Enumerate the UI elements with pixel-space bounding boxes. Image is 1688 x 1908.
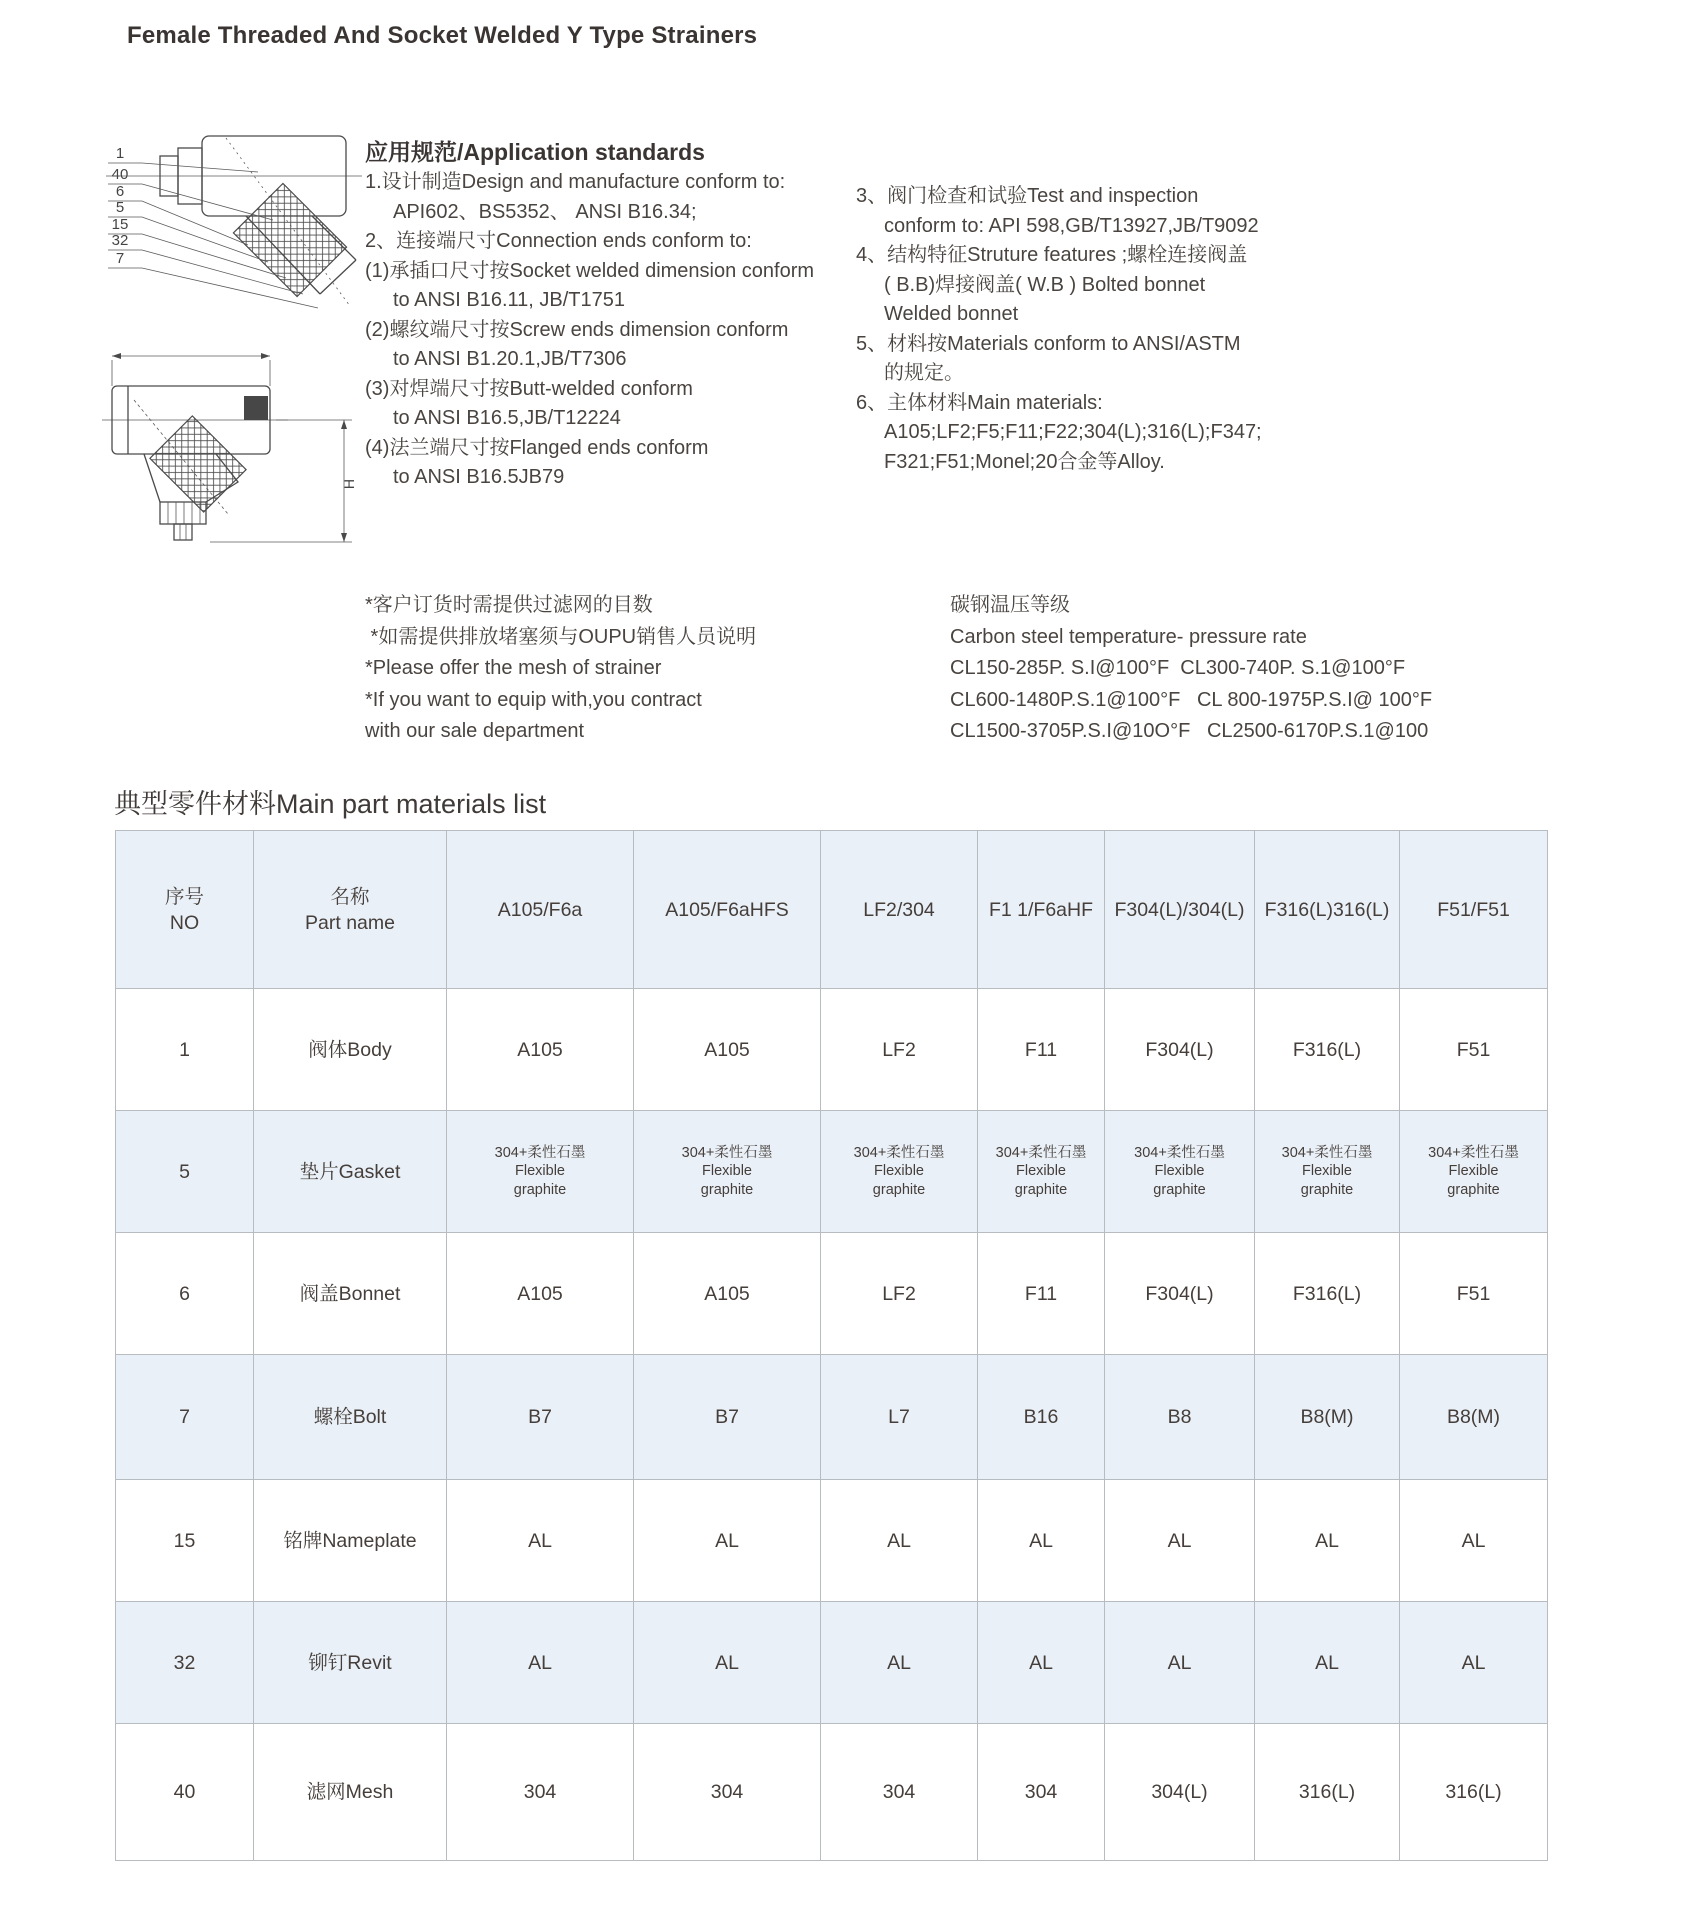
- cell-line: graphite: [1153, 1181, 1206, 1198]
- cell-part-no: [116, 1602, 254, 1724]
- cell-line: 32: [173, 1651, 196, 1674]
- standards-line: to ANSI B16.11, JB/T1751: [393, 289, 625, 311]
- cell-line: 垫片Gasket: [299, 1160, 401, 1183]
- standards-line: 4、结构特征Struture features ;螺栓连接阀盖: [856, 244, 1248, 266]
- cell-part-no: [116, 1233, 254, 1355]
- cell-line: AL: [1029, 1529, 1053, 1552]
- cell-line: 304+柔性石墨: [681, 1144, 773, 1161]
- cell-line: 316(L): [1298, 1781, 1356, 1803]
- cell-material: [1105, 989, 1255, 1111]
- cell-line: AL: [1315, 1529, 1339, 1552]
- standards-line: to ANSI B16.5,JB/T12224: [393, 407, 621, 429]
- callout-label: 6: [115, 183, 125, 200]
- cell-line: 15: [173, 1529, 196, 1552]
- cell-line: F316(L): [1292, 1282, 1362, 1305]
- standards-line: 6、主体材料Main materials:: [856, 391, 1103, 414]
- note-line: *客户订货时需提供过滤网的目数: [365, 594, 653, 616]
- cell-material: [1400, 989, 1548, 1111]
- cell-line: AL: [887, 1529, 911, 1552]
- standards-line: to ANSI B16.5JB79: [393, 466, 565, 488]
- cell-material: [447, 989, 634, 1111]
- cell-line: AL: [1461, 1651, 1486, 1674]
- cell-material: [821, 1111, 978, 1233]
- cell-material: [1255, 989, 1400, 1111]
- cell-material: [821, 1602, 978, 1724]
- pressure-line: Carbon steel temperature- pressure rate: [950, 625, 1307, 648]
- cell-line: AL: [1029, 1651, 1053, 1674]
- cell-line: Flexible: [1448, 1163, 1499, 1180]
- cell-line: graphite: [1447, 1181, 1500, 1198]
- cell-part-no: [116, 989, 254, 1111]
- cell-material: [1255, 1724, 1400, 1861]
- cell-material: [447, 1233, 634, 1355]
- cell-material: [1400, 1355, 1548, 1480]
- cell-material: [978, 1602, 1105, 1724]
- table-row: [116, 1233, 1548, 1355]
- cell-line: LF2: [882, 1038, 916, 1061]
- cell-material: [634, 1602, 821, 1724]
- cell-line: 铭牌Nameplate: [283, 1529, 417, 1552]
- standards-line: 5、材料按Materials conform to ANSI/ASTM: [856, 332, 1241, 355]
- cell-material: [447, 1480, 634, 1602]
- mesh-screen: [150, 416, 246, 512]
- cell-line: LF2: [882, 1282, 916, 1305]
- table-header-cell: [1255, 831, 1400, 989]
- cell-line: 304: [523, 1781, 557, 1803]
- cell-line: 304: [710, 1781, 744, 1803]
- standards-line: 3、阀门检查和试验Test and inspection: [856, 185, 1199, 207]
- cell-material: [1400, 1111, 1548, 1233]
- cell-part-name: [254, 1355, 447, 1480]
- callout-label: 40: [111, 166, 129, 183]
- strainer-section-diagram: [98, 110, 368, 335]
- order-notes: [365, 590, 756, 748]
- cell-material: [978, 1355, 1105, 1480]
- table-header-cell: [978, 831, 1105, 989]
- cell-line: AL: [1461, 1529, 1486, 1552]
- table-header-cell: [821, 831, 978, 989]
- cell-material: [1105, 1111, 1255, 1233]
- cell-line: 7: [179, 1406, 190, 1428]
- cell-line: F1 1/F6aHF: [988, 898, 1094, 921]
- cell-part-no: [116, 1480, 254, 1602]
- cell-line: AL: [1167, 1529, 1192, 1552]
- table-row: [116, 1480, 1548, 1602]
- cell-material: [634, 1480, 821, 1602]
- cell-line: B8(M): [1446, 1406, 1501, 1428]
- cell-material: [1105, 1233, 1255, 1355]
- cell-line: Flexible: [1154, 1163, 1205, 1180]
- cell-material: [978, 1724, 1105, 1861]
- standards-line: (2)螺纹端尺寸按Screw ends dimension conform: [365, 318, 789, 341]
- table-header-cell: [634, 831, 821, 989]
- cell-line: F304(L)/304(L): [1114, 898, 1245, 921]
- cell-line: Flexible: [1302, 1163, 1352, 1180]
- cell-line: B8: [1167, 1406, 1192, 1428]
- cell-material: [634, 1724, 821, 1861]
- cell-material: [1255, 1111, 1400, 1233]
- cell-material: [1400, 1602, 1548, 1724]
- cell-line: Part name: [305, 911, 395, 934]
- standards-line: 的规定。: [884, 362, 964, 384]
- cell-material: [821, 1480, 978, 1602]
- table-row: [116, 1724, 1548, 1861]
- pressure-line: CL150-285P. S.I@100°F CL300-740P. S.1@100°F: [950, 657, 1406, 680]
- cell-material: [634, 1111, 821, 1233]
- cell-line: 316(L): [1445, 1781, 1502, 1803]
- standards-line: 1.设计制造Design and manufacture conform to:: [365, 171, 786, 193]
- pressure-line: CL600-1480P.S.1@100°F CL 800-1975P.S.I@ 100°F: [950, 688, 1433, 711]
- cell-line: F304(L): [1145, 1282, 1214, 1305]
- cell-line: AL: [715, 1529, 739, 1552]
- cell-line: AL: [528, 1529, 552, 1552]
- standards-line: ( B.B)焊接阀盖( W.B ) Bolted bonnet: [884, 273, 1206, 296]
- table-header-cell: [116, 831, 254, 989]
- cell-line: graphite: [1300, 1181, 1354, 1198]
- cell-line: A105/F6aHFS: [665, 898, 789, 921]
- cell-line: F11: [1024, 1038, 1058, 1061]
- cell-line: A105: [704, 1038, 750, 1061]
- cell-material: [1105, 1602, 1255, 1724]
- note-line: with our sale department: [365, 720, 585, 743]
- cell-line: graphite: [1014, 1181, 1068, 1198]
- strainer-outline-diagram: [98, 342, 393, 557]
- dimension-H-label: H: [341, 478, 357, 490]
- width-dimension: [112, 353, 270, 386]
- cell-line: AL: [1315, 1651, 1339, 1674]
- cell-material: [1105, 1724, 1255, 1861]
- cell-material: [1255, 1602, 1400, 1724]
- cell-line: 304+柔性石墨: [494, 1144, 586, 1161]
- table-header-cell: [1400, 831, 1548, 989]
- cell-line: 螺栓Bolt: [313, 1406, 387, 1428]
- cell-line: graphite: [700, 1181, 754, 1198]
- cell-line: 304: [882, 1781, 916, 1803]
- callout-label: 15: [111, 216, 129, 233]
- table-row: [116, 989, 1548, 1111]
- cell-line: Flexible: [874, 1163, 924, 1180]
- cell-line: 5: [179, 1160, 190, 1183]
- cell-part-name: [254, 1233, 447, 1355]
- cell-line: 阀盖Bonnet: [299, 1282, 401, 1305]
- table-row: [116, 1602, 1548, 1724]
- standards-line: Welded bonnet: [884, 303, 1019, 325]
- cell-line: Flexible: [1016, 1163, 1066, 1180]
- cell-line: Flexible: [702, 1163, 752, 1180]
- cell-material: [1255, 1233, 1400, 1355]
- standards-line: A105;LF2;F5;F11;F22;304(L);316(L);F347;: [884, 421, 1262, 443]
- cell-line: F316(L): [1292, 1038, 1362, 1061]
- cell-line: F51: [1456, 1038, 1491, 1061]
- cell-part-no: [116, 1724, 254, 1861]
- standards-line: (1)承插口尺寸按Socket welded dimension conform: [365, 259, 815, 282]
- cell-part-name: [254, 1111, 447, 1233]
- table-row: [116, 1111, 1548, 1233]
- cell-line: 304+柔性石墨: [995, 1144, 1087, 1161]
- standards-line: conform to: API 598,GB/T13927,JB/T9092: [884, 214, 1259, 237]
- cell-material: [447, 1111, 634, 1233]
- cell-line: 304+柔性石墨: [1428, 1144, 1519, 1161]
- standards-line: (3)对焊端尺寸按Butt-welded conform: [365, 377, 693, 400]
- note-line: *如需提供排放堵塞须与OUPU销售人员说明: [365, 625, 757, 648]
- cell-line: 304+柔性石墨: [1281, 1144, 1373, 1161]
- cell-line: 序号: [164, 885, 204, 908]
- cell-material: [1400, 1724, 1548, 1861]
- note-line: *If you want to equip with,you contract: [365, 688, 702, 711]
- standards-line: to ANSI B1.20.1,JB/T7306: [393, 348, 627, 370]
- cell-line: F51/F51: [1437, 898, 1510, 921]
- cell-line: graphite: [872, 1181, 926, 1198]
- cell-part-name: [254, 989, 447, 1111]
- cell-line: 304(L): [1151, 1781, 1208, 1803]
- cell-material: [1255, 1480, 1400, 1602]
- standards-heading: 应用规范/Application standards: [365, 139, 705, 165]
- cell-line: AL: [1167, 1651, 1192, 1674]
- callout-label: 7: [115, 250, 125, 267]
- cell-line: NO: [169, 911, 200, 934]
- cell-line: F316(L)316(L): [1264, 898, 1390, 921]
- cell-material: [1400, 1233, 1548, 1355]
- cell-line: F304(L): [1145, 1038, 1214, 1061]
- cell-line: B7: [528, 1406, 552, 1428]
- cell-material: [1255, 1355, 1400, 1480]
- cell-line: A105/F6a: [497, 898, 583, 921]
- cell-part-no: [116, 1111, 254, 1233]
- cell-line: AL: [887, 1651, 911, 1674]
- cell-material: [978, 1480, 1105, 1602]
- cell-line: 40: [173, 1781, 196, 1803]
- cell-part-name: [254, 1480, 447, 1602]
- page-title: Female Threaded And Socket Welded Y Type Strainers: [127, 22, 758, 50]
- callout-label: 5: [115, 199, 125, 216]
- cell-line: AL: [715, 1651, 739, 1674]
- cell-material: [978, 1233, 1105, 1355]
- cell-line: 滤网Mesh: [306, 1781, 394, 1803]
- cell-part-no: [116, 1355, 254, 1480]
- table-header-row: [116, 831, 1548, 989]
- cell-line: A105: [517, 1282, 563, 1305]
- cell-material: [821, 1355, 978, 1480]
- cell-line: 1: [179, 1038, 190, 1061]
- cell-line: F51: [1456, 1282, 1491, 1305]
- cell-line: B8(M): [1300, 1406, 1354, 1428]
- cell-line: 铆钉Revit: [308, 1651, 392, 1674]
- cell-material: [447, 1724, 634, 1861]
- pressure-line: 碳钢温压等级: [950, 594, 1070, 616]
- callout-label: 1: [115, 145, 125, 162]
- cell-material: [821, 989, 978, 1111]
- table-header-cell: [1105, 831, 1255, 989]
- cell-line: graphite: [513, 1181, 567, 1198]
- cell-material: [447, 1602, 634, 1724]
- standards-line: F321;F51;Monel;20合金等Alloy.: [884, 450, 1165, 473]
- cell-line: 304+柔性石墨: [1134, 1144, 1225, 1161]
- cell-material: [1105, 1480, 1255, 1602]
- cell-line: B7: [715, 1406, 739, 1428]
- table-header-cell: [447, 831, 634, 989]
- cell-line: Flexible: [515, 1163, 565, 1180]
- note-line: *Please offer the mesh of strainer: [365, 657, 662, 680]
- cell-material: [447, 1355, 634, 1480]
- cell-material: [1400, 1480, 1548, 1602]
- cell-material: [821, 1724, 978, 1861]
- threaded-plug: [244, 396, 268, 420]
- materials-table: [115, 830, 1548, 1861]
- standards-left-list: [365, 168, 814, 493]
- table-row: [116, 1355, 1548, 1480]
- cell-line: 6: [179, 1282, 190, 1305]
- pressure-ratings: [950, 590, 1432, 748]
- standards-line: (4)法兰端尺寸按Flanged ends conform: [365, 436, 709, 459]
- cell-material: [978, 1111, 1105, 1233]
- cell-line: L7: [888, 1406, 910, 1428]
- cell-line: LF2/304: [863, 898, 935, 921]
- cell-line: B16: [1023, 1406, 1059, 1428]
- cell-line: A105: [704, 1282, 750, 1305]
- cell-line: A105: [517, 1038, 563, 1061]
- materials-table-title: 典型零件材料Main part materials list: [114, 789, 547, 819]
- cell-material: [978, 989, 1105, 1111]
- cell-material: [821, 1233, 978, 1355]
- cell-line: AL: [528, 1651, 552, 1674]
- cell-line: 304+柔性石墨: [853, 1144, 945, 1161]
- standards-line: API602、BS5352、 ANSI B16.34;: [393, 200, 697, 223]
- standards-right-list: [856, 182, 1262, 477]
- cell-line: F11: [1024, 1282, 1058, 1305]
- callout-label: 32: [111, 232, 129, 249]
- cell-part-name: [254, 1602, 447, 1724]
- pressure-line: CL1500-3705P.S.I@10O°F CL2500-6170P.S.1@100: [950, 720, 1429, 743]
- cell-line: 304: [1024, 1781, 1058, 1803]
- cell-material: [634, 1355, 821, 1480]
- table-header-cell: [254, 831, 447, 989]
- cell-part-name: [254, 1724, 447, 1861]
- cell-line: 名称: [330, 885, 370, 908]
- cell-material: [1105, 1355, 1255, 1480]
- cell-line: 阀体Body: [308, 1038, 392, 1061]
- cell-material: [634, 1233, 821, 1355]
- cell-material: [634, 989, 821, 1111]
- standards-line: 2、连接端尺寸Connection ends conform to:: [365, 230, 752, 252]
